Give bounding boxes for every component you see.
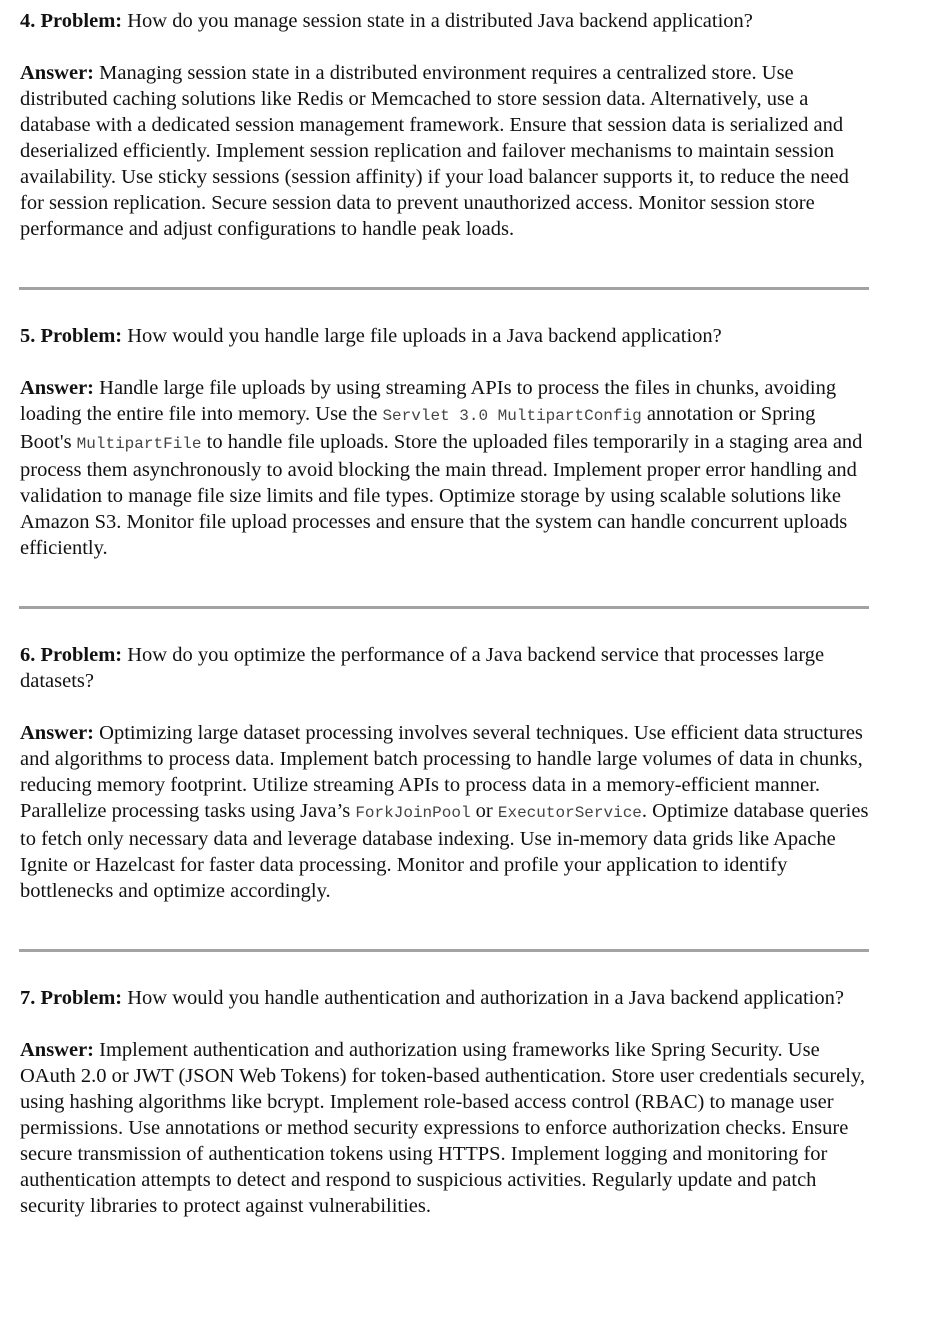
problem-text: How would you handle authentication and authorization in a Java backend application? — [127, 987, 844, 1009]
problem-5 — [20, 323, 870, 349]
qa-section-5 — [20, 323, 870, 561]
answer-text: to handle file uploads. Store the uploaded files temporarily in a staging area and process them asynchronously to avoid blocking the main thread. Implement proper error handling and validation to manage file size limits and file types. Optimize storage by using scalable solutions like Amazon S3. Monitor file upload processes and ensure that the system can handle concurrent uploads efficiently. — [20, 431, 863, 559]
problem-text: How do you manage session state in a distributed Java backend application? — [127, 10, 753, 32]
answer-label: Answer: — [20, 722, 95, 744]
qa-section-4 — [20, 8, 870, 242]
qa-section-7 — [20, 985, 870, 1219]
section-divider — [19, 287, 869, 290]
inline-code: ForkJoinPool — [355, 804, 471, 822]
problem-text: How would you handle large file uploads in a Java backend application? — [127, 325, 722, 347]
answer-text: Handle large file uploads by using streaming APIs to process the files in chunks, avoiding loading the entire file into memory. Use the — [20, 377, 837, 425]
inline-code: MultipartFile — [76, 435, 202, 453]
answer-text: annotation or Spring Boot's — [20, 403, 816, 453]
problem-text: How do you optimize the performance of a Java backend service that processes large datasets? — [20, 644, 825, 692]
answer-text: Implement authentication and authorization using frameworks like Spring Security. Use OAuth 2.0 or JWT (JSON Web Tokens) for token-based authentication. Store user credentials securely, using hashing algorithms like bcrypt. Implement role-based access control (RBAC) to manage user permissions. Use annotations or method security expressions to enforce authorization checks. Ensure secure transmission of authentication tokens using HTTPS. Implement logging and monitoring for authentication attempts to detect and respond to suspicious activities. Regularly update and patch security libraries to protect against vulnerabilities. — [20, 1039, 865, 1217]
problem-4 — [20, 8, 870, 34]
inline-code: Servlet 3.0 MultipartConfig — [382, 407, 642, 425]
answer-5 — [20, 375, 870, 561]
inline-code: ExecutorService — [497, 804, 642, 822]
answer-text: . Optimize database queries to fetch only necessary data and leverage database indexing. Use in-memory data grids like Apache Ignite or Hazelcast for faster data processing. Monitor and profile your application to identify bottlenecks and optimize accordingly. — [20, 800, 869, 902]
answer-text: or — [470, 800, 498, 822]
problem-label: 6. Problem: — [20, 644, 123, 666]
problem-label: 5. Problem: — [20, 325, 123, 347]
problem-6 — [20, 642, 870, 694]
answer-text: Optimizing large dataset processing involves several techniques. Use efficient data structures and algorithms to process data. Implement batch processing to handle large volumes of data in chunks, reducing memory footprint. Utilize streaming APIs to process data in a memory-efficient manner. Parallelize processing tasks using Java’s — [20, 722, 863, 822]
answer-label: Answer: — [20, 377, 95, 399]
problem-7 — [20, 985, 870, 1011]
answer-6 — [20, 720, 870, 904]
qa-section-6 — [20, 642, 870, 904]
section-divider — [19, 606, 869, 609]
answer-7 — [20, 1037, 870, 1219]
section-divider — [19, 949, 869, 952]
problem-label: 7. Problem: — [20, 987, 123, 1009]
answer-text: Managing session state in a distributed environment requires a centralized store. Use distributed caching solutions like Redis or Memcached to store session data. Alternatively, use a database with a dedicated session management framework. Ensure that session data is serialized and deserialized efficiently. Implement session replication and failover mechanisms to maintain session availability. Use sticky sessions (session affinity) if your load balancer supports it, to reduce the need for session replication. Secure session data to prevent unauthorized access. Monitor session store performance and adjust configurations to handle peak loads. — [20, 62, 849, 240]
answer-label: Answer: — [20, 62, 95, 84]
problem-label: 4. Problem: — [20, 10, 123, 32]
answer-label: Answer: — [20, 1039, 95, 1061]
answer-4 — [20, 60, 870, 242]
